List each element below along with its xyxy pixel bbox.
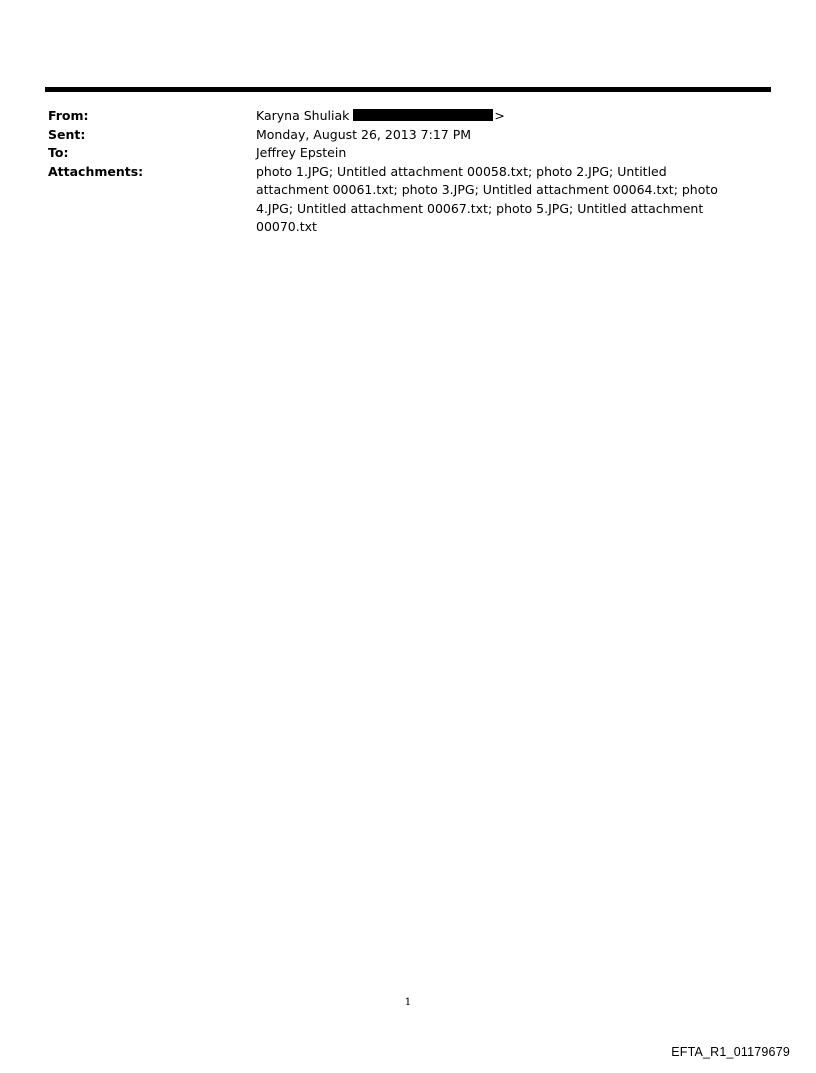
redaction-block [353,109,493,121]
to-value: Jeffrey Epstein [256,145,347,160]
sent-value: Monday, August 26, 2013 7:17 PM [256,126,472,142]
attachments-label: Attachments: [48,163,144,179]
attachments-row [48,163,748,237]
sender-address-tail: > [494,108,505,123]
attachments-value: photo 1.JPG; Untitled attachment 00058.txt; photo 2.JPG; Untitled attachment 00061.txt; photo 3.JPG; Untitled attachment 00064.txt; photo 4.JPG; Untitled attachment 00067.txt; photo 5.JPG; Untitled attachment 00070.txt [256,163,718,234]
to-label: To: [48,145,69,160]
to-row [48,144,748,163]
from-label: From: [48,108,89,123]
from-value [256,107,726,126]
sender-name: Karyna Shuliak [256,108,350,123]
sent-row [48,126,748,145]
page-number: 1 [404,996,412,1008]
header-divider-rule [45,87,771,92]
bates-number: EFTA_R1_01179679 [671,1045,790,1059]
from-row [48,107,748,126]
sent-label: Sent: [48,126,86,142]
email-header [48,107,748,237]
